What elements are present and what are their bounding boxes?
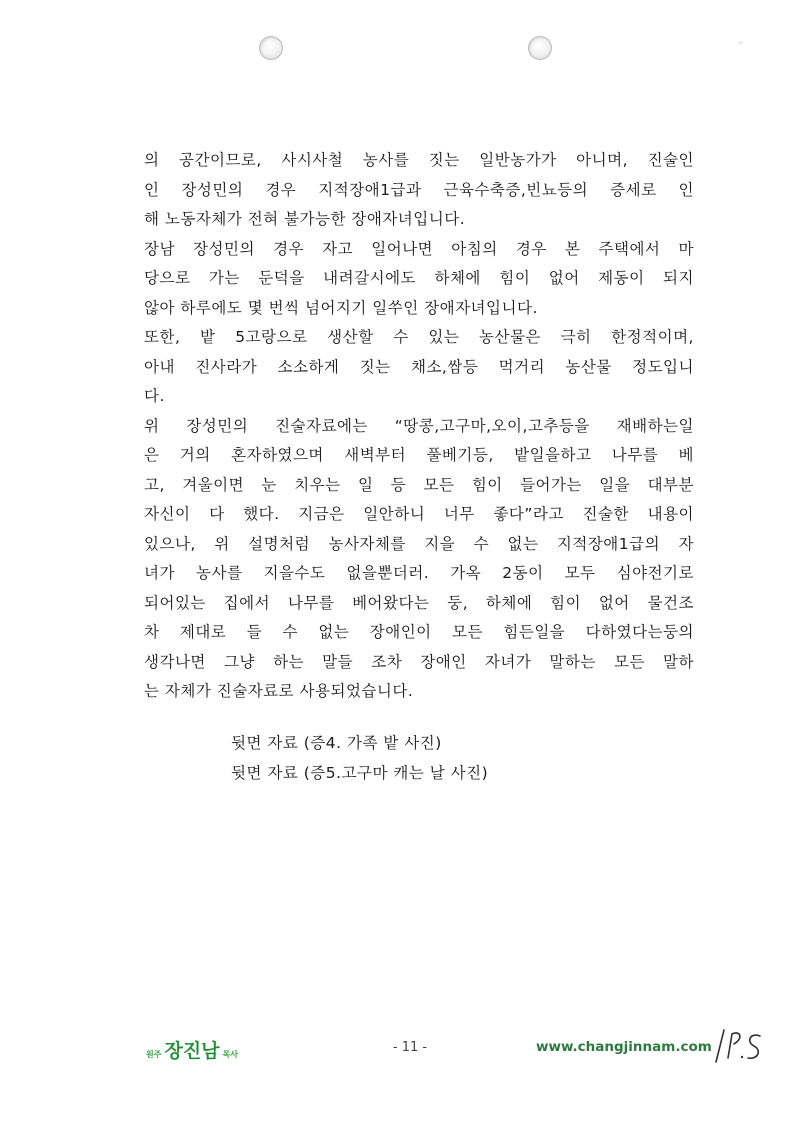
reference-item: 뒷면 자료 (증5.고구마 캐는 날 사진) <box>231 764 489 782</box>
body-line: 장남 장성민의 경우 자고 일어나면 아침의 경우 본 주택에서 마 <box>144 239 694 258</box>
punch-hole-right-icon <box>528 36 552 60</box>
punch-hole-left-icon <box>259 36 283 60</box>
body-line: 는 자체가 진술자료로 사용되었습니다. <box>144 682 414 700</box>
body-line: 되어있는 집에서 나무를 베어왔다는 둥, 하체에 힘이 없어 물건조 <box>144 593 694 612</box>
body-line: 않아 하루에도 몇 번씩 넘어지기 일쑤인 장애자녀입니다. <box>144 298 538 317</box>
body-line: 인 장성민의 경우 지적장애1급과 근육수축증,빈뇨등의 증세로 인 <box>144 180 694 199</box>
reference-item: 뒷면 자료 (증4. 가족 밭 사진) <box>231 734 442 752</box>
page-number: - 11 - <box>392 1040 428 1055</box>
body-line: 또한, 밭 5고랑으로 생산할 수 있는 농산물은 극히 한정적이며, <box>144 328 694 346</box>
reference-list <box>231 728 488 788</box>
website-link[interactable]: www.changjinnam.com <box>536 1039 712 1055</box>
body-line: 고, 겨울이면 눈 치우는 일 등 모든 힘이 들어가는 일을 대부분 <box>144 475 694 494</box>
handwritten-signature-icon <box>708 1024 770 1072</box>
corner-mark: - <box>739 38 743 48</box>
body-line: 자신이 다 했다. 지금은 일안하니 너무 좋다”라고 진술한 내용이 <box>144 505 694 523</box>
body-line: 당으로 가는 둔덕을 내려갈시에도 하체에 힘이 없어 제동이 되지 <box>144 269 694 287</box>
body-line: 은 거의 혼자하였으며 새벽부터 풀베기등, 밭일을하고 나무를 베 <box>144 446 694 464</box>
body-line: 생각나면 그냥 하는 말들 조차 장애인 자녀가 말하는 모든 말하 <box>144 652 694 671</box>
body-line: 아내 진사라가 소소하게 짓는 채소,쌈등 먹거리 농산물 정도입니 <box>144 357 694 376</box>
body-line: 녀가 농사를 지을수도 없을뿐더러. 가옥 2동이 모두 심야전기로 <box>144 564 694 582</box>
body-line: 해 노동자체가 전혀 불가능한 장애자녀입니다. <box>144 210 466 228</box>
body-line: 차 제대로 들 수 없는 장애인이 모든 힘든일을 다하였다는둥의 <box>144 623 694 641</box>
body-line: 다. <box>144 387 165 405</box>
logo-suffix: 목사 <box>222 1050 238 1059</box>
body-line: 위 장성민의 진술자료에는 “땅콩,고구마,오이,고추등을 재배하는일 <box>144 416 694 435</box>
logo-name: 장진남 <box>164 1040 220 1062</box>
logo-prefix: 원주 <box>146 1050 162 1059</box>
footer-logo <box>146 1036 238 1063</box>
document-body <box>144 146 694 707</box>
body-line: 있으나, 위 설명처럼 농사자체를 지을 수 없는 지적장애1급의 자 <box>144 534 694 553</box>
body-line: 의 공간이므로, 사시사철 농사를 짓는 일반농가가 아니며, 진술인 <box>144 151 694 169</box>
